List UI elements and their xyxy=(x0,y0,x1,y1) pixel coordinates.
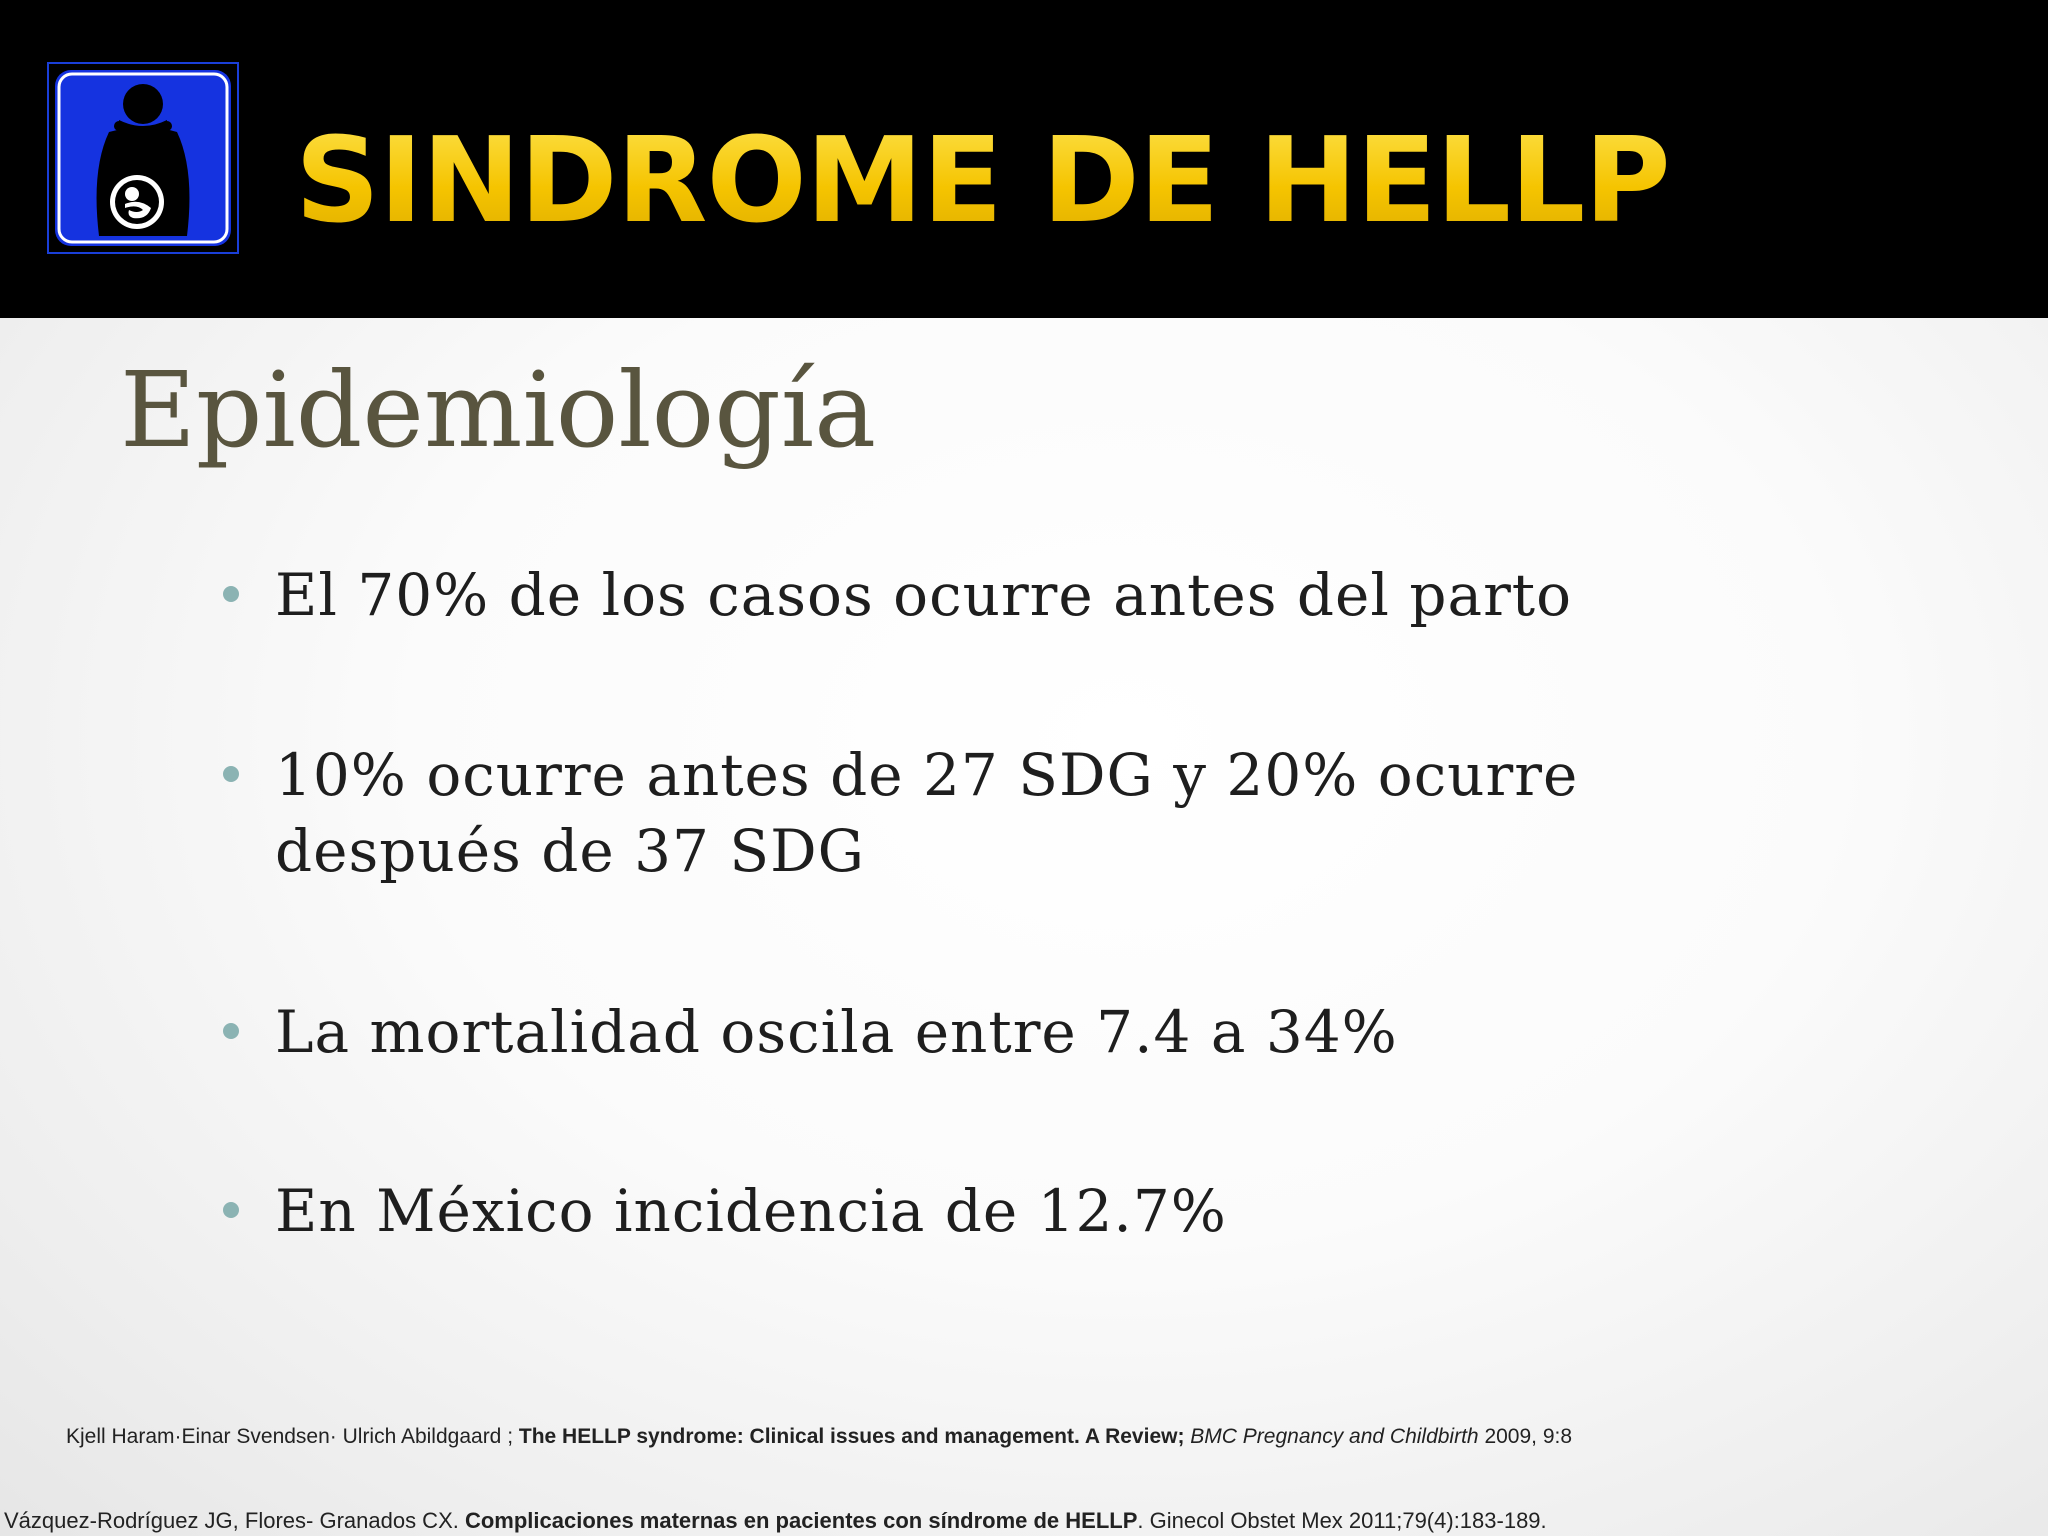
reference-2-title: Complicaciones maternas en pacientes con síndrome de HELLP xyxy=(464,1508,1138,1533)
slide-header xyxy=(0,0,2048,318)
reference-2 xyxy=(4,1506,2044,1536)
reference-1-journal: BMC Pregnancy and Childbirth xyxy=(1190,1425,1479,1448)
bullet-text: 10% ocurre antes de 27 SDG y 20% ocurre después de 37 SDG xyxy=(275,741,1579,885)
bullet-dot xyxy=(223,1023,239,1039)
bullet-dot xyxy=(223,586,239,602)
bullet-dot xyxy=(223,1202,239,1218)
reference-1-authors: Kjell Haram·Einar Svendsen· Ulrich Abildgaard ; xyxy=(66,1425,519,1448)
reference-1 xyxy=(66,1422,1986,1451)
header-title: SINDROME DE HELLP xyxy=(295,100,1670,260)
reference-2-authors: Vázquez-Rodríguez JG, Flores- Granados CX. xyxy=(4,1508,465,1533)
bullet-text: El 70% de los casos ocurre antes del parto xyxy=(275,561,1573,629)
bullet-dot xyxy=(223,766,239,782)
logo xyxy=(47,62,239,254)
slide-title: Epidemiología xyxy=(120,349,877,471)
bullet-text: La mortalidad oscila entre 7.4 a 34% xyxy=(275,998,1398,1066)
reference-2-details: . Ginecol Obstet Mex 2011;79(4):183-189. xyxy=(1137,1508,1547,1533)
reference-1-details: 2009, 9:8 xyxy=(1478,1425,1573,1448)
pregnant-woman-icon xyxy=(55,70,231,246)
bullet-text: En México incidencia de 12.7% xyxy=(275,1177,1227,1245)
reference-1-title: The HELLP syndrome: Clinical issues and management. A Review; xyxy=(518,1425,1185,1448)
